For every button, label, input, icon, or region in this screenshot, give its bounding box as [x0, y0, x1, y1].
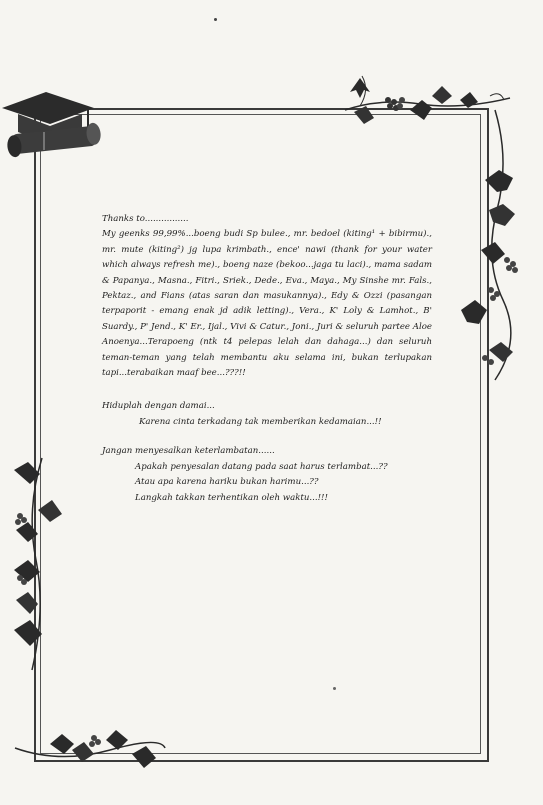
quote-late	[102, 444, 432, 506]
speck-mark	[333, 687, 336, 690]
speck-mark	[214, 18, 217, 21]
quote-line: Jangan menyesalkan keterlambatan......	[102, 446, 275, 457]
quote-line: Apakah penyesalan datang pada saat harus terlambat...??	[135, 461, 388, 472]
quote-peace	[102, 399, 432, 430]
grape-vine-icon	[10, 718, 170, 788]
quote-line: Langkah takkan terhentikan oleh waktu...!!!	[135, 492, 328, 503]
quote-line: Karena cinta terkadang tak memberikan kedamaian...!!	[139, 416, 382, 427]
grape-vine-icon	[455, 100, 530, 390]
grape-vine-icon	[6, 450, 66, 680]
quote-line: Hiduplah dengan damai...	[102, 401, 215, 412]
acknowledgement-text	[102, 212, 432, 506]
quote-line: Atau apa karena hariku bukan harimu...??	[135, 477, 319, 488]
thanks-body: My geenks 99,99%...boeng budi Sp bulee., mr. bedoel (kiting¹ + bibirmu)., mr. mute (kiting²) jg lupa krimbath., ence' nawi (thank for your water which always refresh me)., boeng naze (bekoo...jaga tu laci)., mama sadam & Papanya., Masna., Fitri., Sriek., Dede., Eva., Maya., My Sinshe mr. Fals., Pektaz., and Fians (atas saran dan masukannya)., Edy & Ozzi (pasangan terpaporit - emang enak jd adik letting)., Vera., K' Loly & Lamhot., B' Suardy., P' Jend., K' Er., Ijal., Vivi & Catur., Joni., Juri & seluruh partee Aloe Anoenya...Terapoeng (ntk t4 pelepas lelah dan dahaga...) dan seluruh teman-teman yang telah membantu aku selama ini, bukan terlupakan tapi...terabaikan maaf bee...???!!	[102, 229, 432, 379]
diploma-scroll-icon	[4, 120, 104, 160]
thanks-paragraph	[102, 212, 432, 381]
thanks-heading: Thanks to................	[102, 214, 189, 224]
